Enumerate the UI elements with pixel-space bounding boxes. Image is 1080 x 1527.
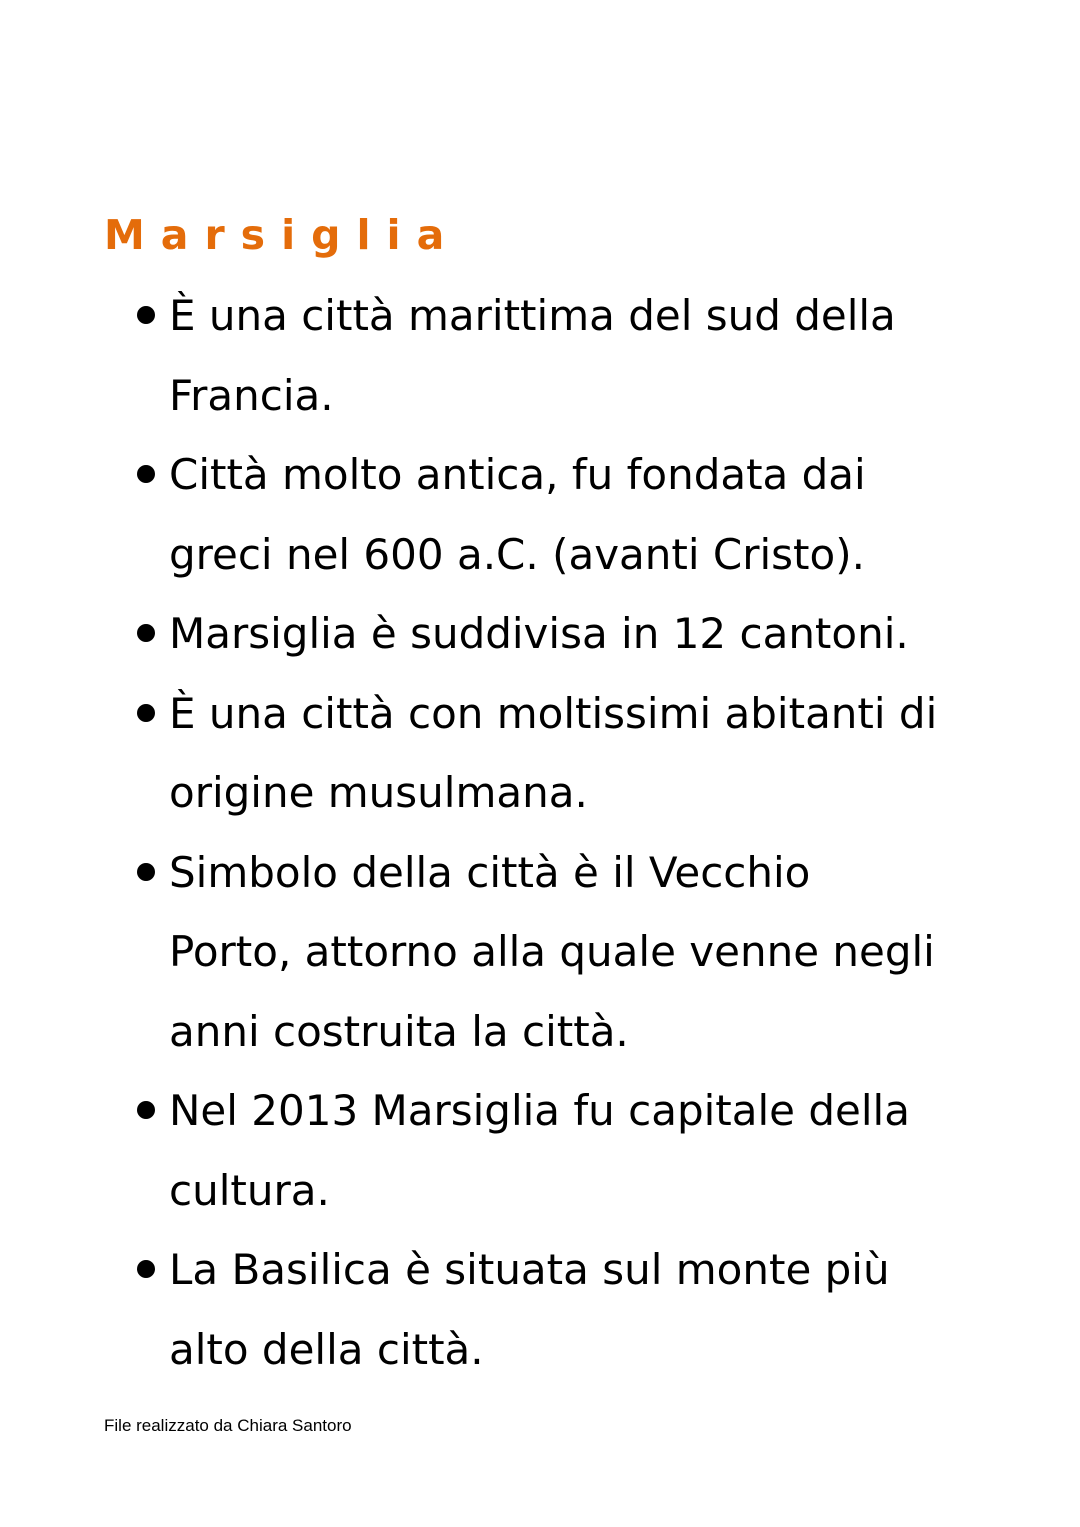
bullet-text-line: alto della città. [169, 1324, 484, 1374]
list-item [0, 594, 1080, 674]
bullet-icon [137, 306, 155, 324]
list-item [0, 1230, 1080, 1389]
bullet-text-line: greci nel 600 a.C. (avanti Cristo). [169, 529, 865, 579]
bullet-text-line: È una città marittima del sud della [169, 291, 896, 340]
bullet-list [0, 276, 1080, 1389]
bullet-text-line: Francia. [169, 370, 334, 420]
bullet-icon [137, 465, 155, 483]
bullet-text-line: Marsiglia è suddivisa in 12 cantoni. [169, 609, 909, 658]
bullet-icon [137, 863, 155, 881]
list-item [0, 833, 1080, 1072]
bullet-text-line: cultura. [169, 1165, 330, 1215]
list-item [0, 674, 1080, 833]
bullet-icon [137, 1101, 155, 1119]
bullet-text-line: Simbolo della città è il Vecchio [169, 847, 811, 897]
list-item [0, 276, 1080, 435]
bullet-icon [137, 1260, 155, 1278]
bullet-text-line: È una città con moltissimi abitanti di [169, 688, 938, 738]
bullet-icon [137, 624, 155, 642]
bullet-text-line: origine musulmana. [169, 768, 588, 817]
list-item [0, 1071, 1080, 1230]
bullet-text-line: Nel 2013 Marsiglia fu capitale della [169, 1086, 910, 1135]
footer-credit: File realizzato da Chiara Santoro [104, 1416, 352, 1435]
list-item [0, 435, 1080, 594]
page-title: Marsiglia [104, 211, 461, 259]
bullet-text-line: anni costruita la città. [169, 1006, 629, 1056]
bullet-text-line: Porto, attorno alla quale venne negli [169, 927, 935, 976]
bullet-icon [137, 704, 155, 722]
bullet-text-line: La Basilica è situata sul monte più [169, 1245, 890, 1294]
bullet-text-line: Città molto antica, fu fondata dai [169, 450, 866, 499]
